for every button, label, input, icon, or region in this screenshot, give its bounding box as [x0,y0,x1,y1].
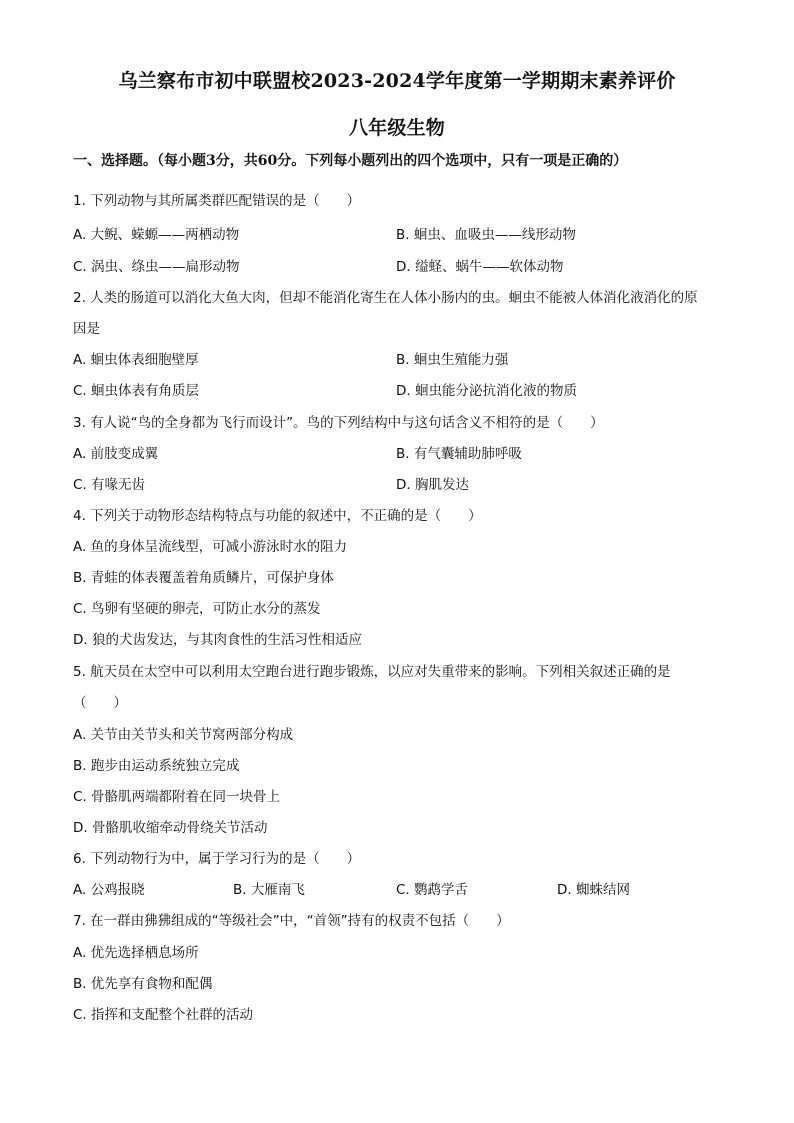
question-3-option-b: B. 有气囊辅助肺呼吸 [396,446,522,462]
question-1-option-d: D. 缢蛏、蜗牛——软体动物 [396,259,564,275]
question-6-option-c: C. 鹦鹉学舌 [396,882,469,898]
section-heading: 一、选择题。（每小题3分，共60分。下列每小题列出的四个选项中，只有一项是正确的） [73,153,628,169]
question-5-stem-line2: （ ） [73,695,127,711]
question-1-option-b: B. 蛔虫、血吸虫——线形动物 [396,227,576,243]
question-2-option-a: A. 蛔虫体表细胞壁厚 [73,352,199,368]
question-3-stem: 3. 有人说“鸟的全身都为飞行而设计”。鸟的下列结构中与这句话含义不相符的是（ ） [73,415,604,431]
question-4-option-c: C. 鸟卵有坚硬的卵壳，可防止水分的蒸发 [73,601,321,617]
question-6-stem: 6. 下列动物行为中，属于学习行为的是（ ） [73,851,361,867]
question-7-option-b: B. 优先享有食物和配偶 [73,976,213,992]
question-6-option-b: B. 大雁南飞 [233,882,305,898]
question-2-option-b: B. 蛔虫生殖能力强 [396,352,509,368]
question-4-stem: 4. 下列关于动物形态结构特点与功能的叙述中，不正确的是（ ） [73,508,482,524]
question-3-option-a: A. 前肢变成翼 [73,446,159,462]
question-4-option-a: A. 鱼的身体呈流线型，可减小游泳时水的阻力 [73,539,348,555]
question-3-option-d: D. 胸肌发达 [396,477,469,493]
question-3-option-c: C. 有喙无齿 [73,477,146,493]
question-1-stem: 1. 下列动物与其所属类群匹配错误的是（ ） [73,193,361,209]
question-7-option-a: A. 优先选择栖息场所 [73,945,199,961]
question-2-stem-line2: 因是 [73,321,100,337]
question-5-option-c: C. 骨骼肌两端都附着在同一块骨上 [73,789,281,805]
question-4-option-b: B. 青蛙的体表覆盖着角质鳞片，可保护身体 [73,570,334,586]
question-6-option-d: D. 蜘蛛结网 [557,882,630,898]
exam-title: 乌兰察布市初中联盟校2023-2024学年度第一学期期末素养评价 [118,70,676,92]
question-2-option-d: D. 蛔虫能分泌抗消化液的物质 [396,383,577,399]
question-6-option-a: A. 公鸡报晓 [73,882,145,898]
question-5-option-d: D. 骨骼肌收缩牵动骨绕关节活动 [73,820,268,836]
question-5-option-a: A. 关节由关节头和关节窝两部分构成 [73,727,294,743]
question-5-stem-line1: 5. 航天员在太空中可以利用太空跑台进行跑步锻炼，以应对失重带来的影响。下列相关叙述正确的是 [73,664,671,680]
question-1-option-c: C. 涡虫、绦虫——扁形动物 [73,259,240,275]
question-7-option-c: C. 指挥和支配整个社群的活动 [73,1007,254,1023]
question-4-option-d: D. 狼的犬齿发达，与其肉食性的生活习性相适应 [73,632,362,648]
question-7-stem: 7. 在一群由狒狒组成的“等级社会”中，“首领”持有的权责不包括（ ） [73,913,510,929]
question-2-option-c: C. 蛔虫体表有角质层 [73,383,200,399]
question-1-option-a: A. 大鲵、蝾螈——两栖动物 [73,227,240,243]
question-5-option-b: B. 跑步由运动系统独立完成 [73,758,240,774]
exam-subtitle: 八年级生物 [348,117,445,139]
question-2-stem-line1: 2. 人类的肠道可以消化大鱼大肉，但却不能消化寄生在人体小肠内的虫。蛔虫不能被人体消化液消化的原 [73,290,698,306]
